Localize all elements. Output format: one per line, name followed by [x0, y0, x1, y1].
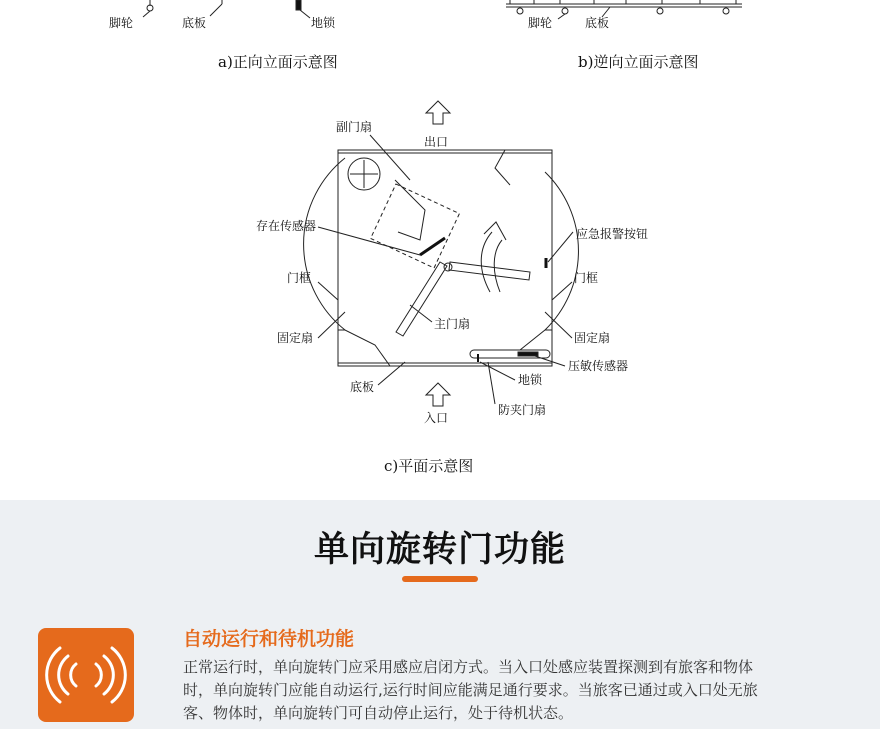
- leader-fixed-right: [545, 312, 572, 338]
- main-leaf-label: 主门扇: [434, 317, 471, 331]
- rotation-arrow-body: [481, 232, 492, 292]
- leader-auxiliary-leaf: [370, 135, 410, 180]
- signal-waves-icon-svg: [38, 628, 134, 722]
- front-caster-label: 脚轮: [109, 16, 134, 30]
- corner-top-right: [495, 150, 552, 185]
- main-leaf-arm-2: [449, 262, 530, 280]
- anti-pinch-leaf-label: 防夹门扇: [498, 403, 547, 417]
- front-floor-lock-mark: [296, 0, 301, 10]
- reverse-caster-label: 脚轮: [528, 16, 553, 30]
- rotation-arrow-head: [484, 222, 506, 240]
- exit-arrow-icon: [426, 101, 450, 124]
- corner-bottom-left: [338, 330, 390, 366]
- leader-base: [378, 362, 405, 385]
- reverse-base-label: 底板: [585, 16, 610, 30]
- feature-title: 自动运行和待机功能: [183, 628, 355, 650]
- leader-frame-right: [552, 282, 572, 300]
- front-base-leader: [210, 4, 222, 16]
- fixed-leaf-left-label: 固定扇: [277, 331, 314, 345]
- feature-desc-line-2: 时，单向旋转门应能自动运行,运行时间应能满足通行要求。当旅客已通过或入口处无旅: [183, 681, 758, 699]
- pressure-sensor-mark: [518, 352, 538, 356]
- auxiliary-leaf-outline: [395, 180, 425, 240]
- leader-floor-lock: [480, 362, 515, 380]
- reverse-caster-1: [517, 8, 523, 14]
- feature-desc-line-1: 正常运行时，单向旋转门应采用感应启闭方式。当入口处感应装置探测到有旅客和物体: [183, 658, 754, 676]
- leader-presence-sensor: [318, 227, 420, 255]
- door-frame-right-label: 门框: [574, 271, 599, 285]
- entrance-arrow-icon: [426, 383, 450, 406]
- functions-section: [0, 500, 880, 729]
- feature-description: [183, 656, 843, 725]
- reverse-caster-leader: [558, 14, 565, 19]
- reverse-caster-4: [723, 8, 729, 14]
- feature-desc-line-3: 客、物体时，单向旋转门可自动停止运行，处于待机状态。: [183, 704, 574, 722]
- front-base-label: 底板: [182, 16, 207, 30]
- section-title: 单向旋转门功能: [313, 530, 566, 570]
- front-view-caption: a)正向立面示意图: [218, 53, 338, 71]
- reverse-caster-2: [562, 8, 568, 14]
- floor-lock-label: 地锁: [518, 373, 543, 387]
- base-label: 底板: [350, 380, 375, 394]
- title-underline: [402, 576, 478, 582]
- plan-view-caption: c)平面示意图: [384, 457, 474, 475]
- rotation-arrow-inner: [494, 240, 502, 292]
- fixed-leaf-right-label: 固定扇: [574, 331, 611, 345]
- emergency-button-label: 应急报警按钮: [576, 227, 649, 241]
- signal-waves-icon: [38, 628, 134, 722]
- auxiliary-leaf-label: 副门扇: [336, 120, 373, 134]
- entrance-label: 入口: [424, 411, 449, 425]
- front-elevation-diagram: [143, 0, 310, 18]
- front-floor-lock-label: 地锁: [311, 16, 336, 30]
- exit-label: 出口: [424, 135, 449, 149]
- fixed-leaf-left-curve: [304, 158, 345, 330]
- auxiliary-leaf-dashed: [371, 184, 460, 268]
- pressure-sensor-label: 压敏传感器: [568, 359, 629, 373]
- front-caster-leader: [143, 11, 150, 17]
- rotation-hub: [444, 263, 452, 271]
- presence-sensor-label: 存在传感器: [256, 219, 317, 233]
- plan-outer-frame: [338, 150, 552, 366]
- door-frame-left-label: 门框: [287, 271, 312, 285]
- leader-frame-left: [318, 282, 338, 300]
- front-floor-lock-leader: [300, 10, 310, 18]
- leader-fixed-left: [318, 312, 345, 338]
- corner-bottom-right: [520, 330, 552, 350]
- leader-pressure-sensor: [535, 356, 565, 366]
- reverse-caster-3: [657, 8, 663, 14]
- reverse-view-caption: b)逆向立面示意图: [578, 53, 699, 71]
- fixed-leaf-right-curve: [545, 172, 578, 330]
